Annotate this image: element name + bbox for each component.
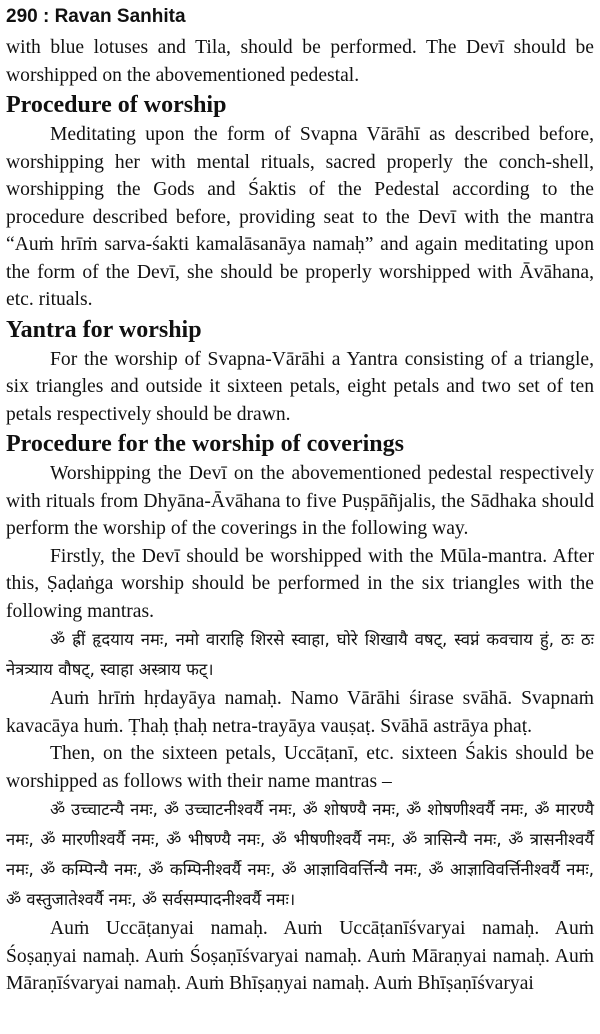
heading-procedure-of-worship: Procedure of worship <box>6 92 227 118</box>
devanagari-mantra-sixteen-saktis: ॐ उच्चाटन्यै नमः, ॐ उच्चाटनीश्वर्यै नमः, ॐ शोषण्यै नमः, ॐ शोषणीश्वर्यै नमः, ॐ मारण्यै नमः, ॐ मारणीश्वर्यै नमः, ॐ भीषण्यै नमः, ॐ भीषणीश्वर्यै नमः, ॐ त्रासिन्यै नमः, ॐ त्रासनीश्वर्यै नमः, ॐ कम्पिन्यै नमः, ॐ कम्पिनीश्वर्यै नमः, ॐ आज्ञाविवर्त्तिन्यै नमः, ॐ आज्ञाविवर्त्तिनीश्वर्यै नमः, ॐ वस्तुजातेश्वर्यै नमः, ॐ सर्वसम्पादनीश्वर्यै नमः। <box>6 800 594 909</box>
paragraph-firstly: Firstly, the Devī should be worshipped with the Mūla-mantra. After this, Ṣaḍaṅga worship should be performed in the six triangles with the following mantras. <box>6 545 594 622</box>
paragraph-yantra: For the worship of Svapna-Vārāhi a Yantra consisting of a triangle, six triangles and outside it sixteen petals, eight petals and two set of ten petals respectively should be drawn. <box>6 348 594 425</box>
running-head: 290 : Ravan Sanhita <box>6 6 186 27</box>
paragraph-procedure: Meditating upon the form of Svapna Vārāhī as described before, worshipping her with mental rituals, sacred properly the conch-shell, worshipping the Gods and Śaktis of the Pedestal according to the procedure described before, providing seat to the Devī with the mantra “Auṁ hrīṁ sarva-śakti kamalāsanāya namaḥ” and again meditating upon the form of the Devī, she should be properly worshipped with Āvāhana, etc. rituals. <box>6 124 594 310</box>
heading-worship-of-coverings: Procedure for the worship of coverings <box>6 431 404 457</box>
transliteration-shadanga: Auṁ hrīṁ hṛdayāya namaḥ. Namo Vārāhi śirase svāhā. Svapnaṁ kavacāya huṁ. Ṭhaḥ ṭhaḥ netra-trayāya vauṣaṭ. Svāhā astrāya phaṭ. <box>6 688 594 737</box>
heading-yantra-for-worship: Yantra for worship <box>6 316 202 343</box>
paragraph-sixteen-petals: Then, on the sixteen petals, Uccāṭanī, etc. sixteen Śakis should be worshipped as follows with their name mantras – <box>6 743 594 792</box>
paragraph-intro: with blue lotuses and Tila, should be performed. The Devī should be worshipped on the abovementioned pedestal. <box>6 37 594 86</box>
transliteration-sixteen-saktis: Auṁ Uccāṭanyai namaḥ. Auṁ Uccāṭanīśvaryai namaḥ. Auṁ Śoṣaṇyai namaḥ. Auṁ Śoṣaṇīśvaryai namaḥ. Auṁ Māraṇyai namaḥ. Auṁ Māraṇīśvaryai namaḥ. Auṁ Bhīṣaṇyai namaḥ. Auṁ Bhīṣaṇīśvaryai <box>6 918 594 994</box>
paragraph-coverings: Worshipping the Devī on the abovementioned pedestal respectively with rituals from Dhyāna-Āvāhana to five Puṣpāñjalis, the Sādhaka should perform the worship of the coverings in the following way. <box>6 463 594 539</box>
devanagari-mantra-shadanga: ॐ ह्रीं हृदयाय नमः, नमो वाराहि शिरसे स्वाहा, घोरे शिखायै वषट्, स्वप्नं कवचाय हुं, ठः ठः नेत्रत्र्याय वौषट्, स्वाहा अस्त्राय फट्। <box>6 630 594 679</box>
